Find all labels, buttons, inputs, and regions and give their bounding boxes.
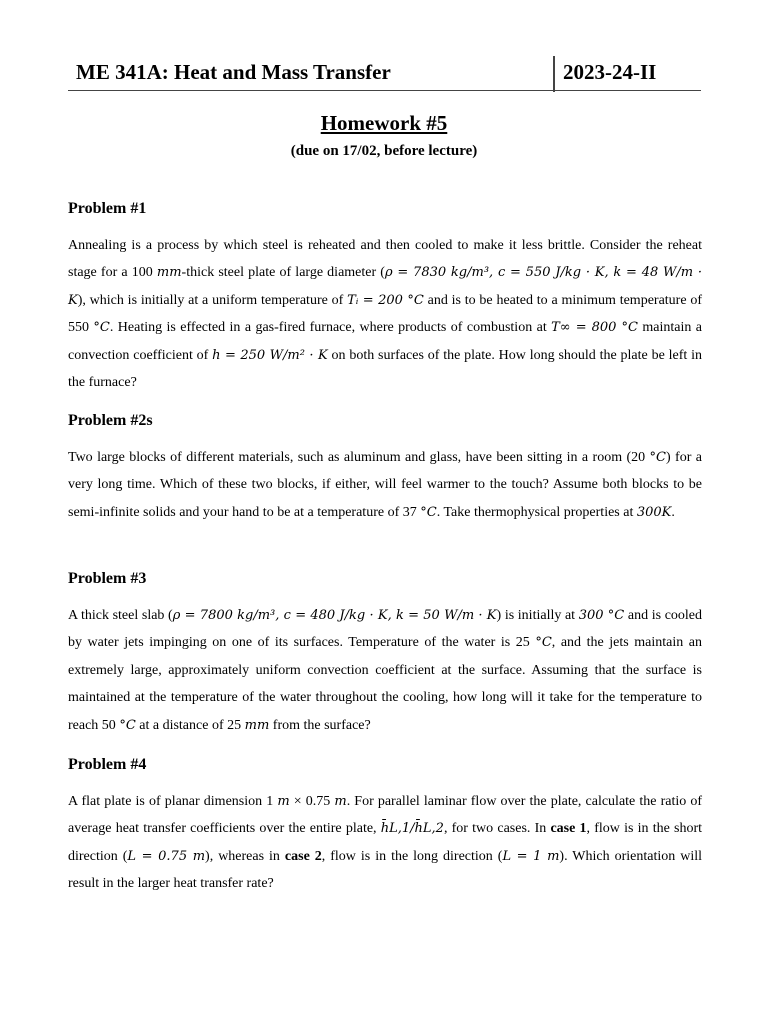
text-run: ) for a very long time. Which of these two blocks, if either, will feel warmer to the touch? Assume both blocks to be semi-infinite solids and your hand to be at a temperature of 37 (68, 450, 702, 520)
math-run: 300K (636, 504, 672, 520)
math-run: 300 °C (578, 608, 625, 623)
text-run: -thick steel plate of large diameter ( (181, 265, 385, 281)
due-date: (due on 17/02, before lecture) (290, 143, 478, 159)
problem-heading: Problem #2s (68, 412, 153, 429)
math-run: °C (649, 450, 666, 465)
text-run: on both surfaces of the plate. How long should the plate be left in the furnace? (68, 347, 702, 391)
text-run: , for two cases. In (443, 821, 551, 837)
math-run: °C (93, 320, 110, 336)
document-header (68, 56, 701, 91)
text-run: × 0.75 (289, 794, 335, 809)
math-run: ρ = 7800 kg/m³, c = 480 J/kg · K, k = 50 W/m · K (172, 608, 497, 623)
header-divider (553, 56, 555, 92)
math-run: T∞ = 800 °C (551, 320, 638, 336)
text-run: maintain a convection coefficient of (68, 320, 702, 363)
math-run: m (277, 794, 290, 809)
text-run: . (671, 504, 675, 520)
text-run: ), whereas in (205, 848, 285, 864)
problem-body (68, 232, 702, 396)
homework-title: Homework #5 (320, 111, 448, 135)
math-run: L = 0.75 m (127, 848, 206, 864)
text-run: ) is initially at (496, 608, 579, 623)
text-run: and is cooled by water jets impinging on one of its surfaces. Temperature of the water is 25 (68, 608, 703, 651)
text-run: and is to be heated to a minimum temperature of 550 (68, 292, 703, 336)
case-label: case 1 (550, 821, 587, 837)
math-run: mm (244, 717, 270, 733)
course-title: ME 341A: Heat and Mass Transfer (76, 60, 391, 84)
text-run: Two large blocks of different materials, such as aluminum and glass, have been sitting in a room (20 (68, 450, 650, 465)
text-run: , flow is in the short direction ( (68, 821, 702, 864)
math-run: °C (420, 504, 437, 520)
case-label: case 2 (284, 848, 322, 864)
problem-body (68, 444, 702, 526)
text-run: , and the jets maintain an extremely large, approximately uniform convection coefficient at the surface. Assuming that the surface is maintained at the temperature of the water throughout the cooling, how long will it take for the temperature to reach 50 (68, 635, 703, 733)
problem-2s (68, 411, 702, 526)
math-run: L = 1 m (502, 848, 560, 864)
text-run: ), which is initially at a uniform temperature of (77, 292, 348, 308)
text-run: ). Which orientation will result in the larger heat transfer rate? (68, 848, 702, 892)
problem-heading: Problem #4 (68, 756, 147, 773)
text-run: . Take thermophysical properties at (436, 504, 637, 520)
math-run: mm (156, 265, 182, 281)
text-run: A flat plate is of planar dimension 1 (68, 794, 278, 809)
math-run: m (334, 794, 347, 809)
problem-1 (68, 199, 702, 396)
problem-body (68, 788, 702, 898)
problem-heading: Problem #3 (68, 570, 147, 587)
problem-heading: Problem #1 (68, 200, 147, 217)
math-run: Tᵢ = 200 °C (347, 292, 424, 308)
math-run: °C (535, 635, 552, 651)
math-run: ρ = 7830 kg/m³, c = 550 J/kg · K, k = 48 W/m · K (68, 265, 702, 308)
text-run: . For parallel laminar flow over the plate, calculate the ratio of average heat transfer coefficients over the entire plate, (68, 794, 702, 837)
math-run: h = 250 W/m² · K (212, 347, 328, 363)
text-run: Annealing is a process by which steel is reheated and then cooled to make it less brittle. Consider the reheat stage for a 100 (68, 238, 702, 281)
academic-term: 2023-24-II (563, 60, 657, 84)
math-run: °C (119, 717, 136, 733)
problem-4 (68, 755, 702, 898)
text-run: . Heating is effected in a gas-fired furnace, where products of combustion at (109, 320, 552, 336)
text-run: , flow is in the long direction ( (321, 848, 503, 864)
text-run: A thick steel slab ( (68, 608, 173, 623)
problem-3 (68, 569, 702, 739)
math-run: h̄L,1/h̄L,2 (380, 821, 444, 837)
text-run: at a distance of 25 (135, 717, 245, 733)
problem-body (68, 602, 702, 739)
text-run: from the surface? (269, 717, 371, 733)
